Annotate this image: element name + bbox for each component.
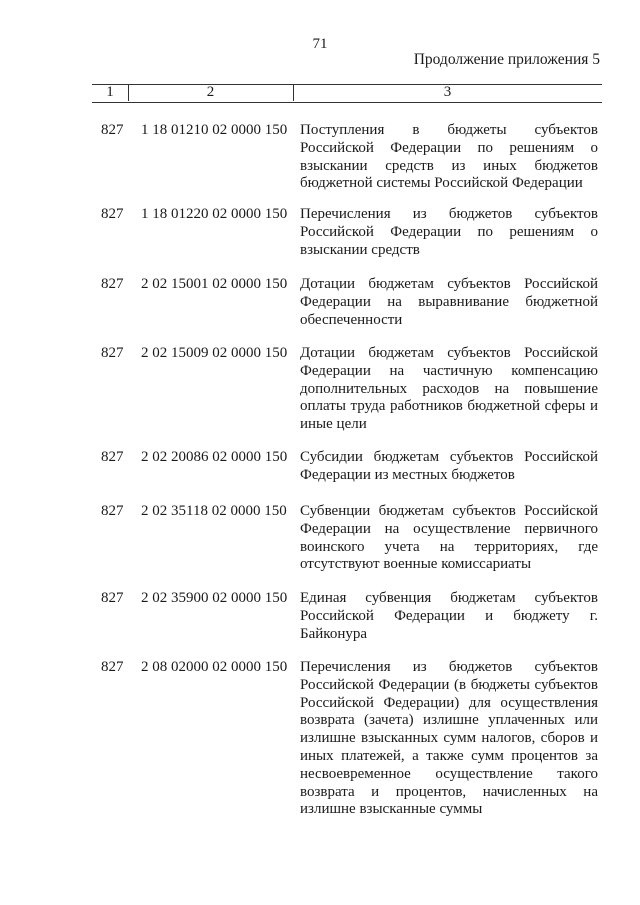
- revenue-description: Субсидии бюджетам субъектов Российской Федерации из местных бюджетов: [300, 449, 598, 483]
- budget-classification-code: 2 02 35118 02 0000 150: [141, 503, 287, 519]
- revenue-description: Перечисления из бюджетов субъектов Российской Федерации (в бюджеты субъектов Российской Федерации) для осуществления возврата (зачета) излишне уплаченных или излишне взысканных сумм налогов, сборов и иных платежей, а также сумм процентов за несвоевременное осуществление такого возврата и процентов, начисленных на излишне взысканные суммы: [300, 659, 598, 818]
- admin-code: 827: [101, 659, 124, 675]
- budget-classification-code: 2 02 15009 02 0000 150: [141, 345, 288, 361]
- page-number: 71: [312, 36, 328, 52]
- header-col-2: 2: [128, 84, 294, 101]
- admin-code: 827: [101, 276, 124, 292]
- budget-classification-code: 1 18 01210 02 0000 150: [141, 122, 288, 138]
- revenue-description: Дотации бюджетам субъектов Российской Федерации на выравнивание бюджетной обеспеченности: [300, 276, 598, 328]
- budget-classification-code: 2 02 20086 02 0000 150: [141, 449, 288, 465]
- budget-classification-code: 2 02 35900 02 0000 150: [141, 590, 288, 606]
- budget-classification-code: 2 02 15001 02 0000 150: [141, 276, 288, 292]
- admin-code: 827: [101, 449, 124, 465]
- header-col-1: 1: [92, 84, 129, 101]
- revenue-description: Перечисления из бюджетов субъектов Российской Федерации по решениям о взыскании средств: [300, 206, 598, 258]
- appendix-continuation-label: Продолжение приложения 5: [413, 51, 600, 68]
- header-col-3: 3: [443, 84, 452, 100]
- admin-code: 827: [101, 206, 124, 222]
- revenue-description: Дотации бюджетам субъектов Российской Федерации на частичную компенсацию дополнительных расходов на повышение оплаты труда работников бюджетной сферы и иные цели: [300, 345, 598, 433]
- revenue-description: Поступления в бюджеты субъектов Российской Федерации по решениям о взыскании средств из иных бюджетов бюджетной системы Российской Федерации: [300, 122, 598, 192]
- budget-classification-code: 1 18 01220 02 0000 150: [141, 206, 288, 222]
- admin-code: 827: [101, 345, 124, 361]
- admin-code: 827: [101, 590, 124, 606]
- budget-classification-code: 2 08 02000 02 0000 150: [141, 659, 288, 675]
- revenue-description: Субвенции бюджетам субъектов Российской Федерации на осуществление первичного воинского учета на территориях, где отсутствуют военные комиссариаты: [300, 503, 598, 573]
- admin-code: 827: [101, 122, 124, 138]
- revenue-description: Единая субвенция бюджетам субъектов Российской Федерации и бюджету г. Байконура: [300, 590, 598, 642]
- admin-code: 827: [101, 503, 124, 519]
- table-header: [92, 84, 602, 103]
